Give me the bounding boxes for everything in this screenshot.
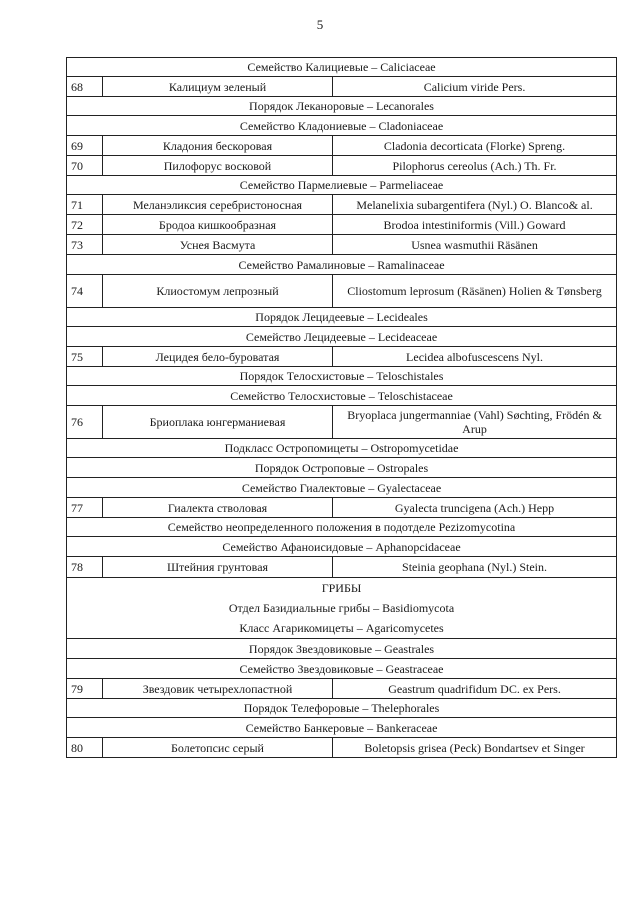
species-name-latin: Cliostomum leprosum (Räsänen) Holien & Tønsberg [333,275,617,308]
taxon-header: Семейство Звездовиковые – Geastraceae [67,659,617,679]
species-name-latin: Cladonia decorticata (Florke) Spreng. [333,136,617,156]
taxon-header-row [67,699,617,718]
taxon-header-row [67,367,617,386]
species-number: 79 [67,679,103,699]
species-name-latin: Usnea wasmuthii Räsänen [333,235,617,255]
species-row [67,498,617,518]
taxon-header: Семейство Телосхистовые – Teloschistaceae [67,386,617,406]
taxon-header: Порядок Звездовиковые – Geastrales [67,639,617,659]
species-number: 71 [67,195,103,215]
taxon-header: Семейство Банкеровые – Bankeraceae [67,718,617,738]
species-row [67,235,617,255]
taxon-header-row [67,439,617,458]
taxon-header: Семейство неопределенного положения в подотделе Pezizomycotina [67,518,617,537]
species-number: 77 [67,498,103,518]
taxon-header-row [67,518,617,537]
species-name-latin: Boletopsis grisea (Peck) Bondartsev et Singer [333,738,617,758]
species-name-latin: Steinia geophana (Nyl.) Stein. [333,557,617,578]
taxon-header-row [67,116,617,136]
species-row [67,156,617,176]
species-name-latin: Lecidea albofuscescens Nyl. [333,347,617,367]
taxon-header: Семейство Афаноисидовые – Aphanopcidaceae [67,537,617,557]
taxon-header-row [67,97,617,116]
species-row [67,738,617,758]
species-name-ru: Пилофорус восковой [103,156,333,176]
species-name-ru: Штейния грунтовая [103,557,333,578]
taxon-header-row [67,255,617,275]
species-name-latin: Geastrum quadrifidum DC. ex Pers. [333,679,617,699]
species-row [67,557,617,578]
species-number: 75 [67,347,103,367]
species-row [67,215,617,235]
species-row [67,77,617,97]
taxon-group-row [67,578,617,639]
taxon-group-line: ГРИБЫ [321,581,362,595]
species-name-latin: Calicium viride Pers. [333,77,617,97]
species-name-ru: Клиостомум лепрозный [103,275,333,308]
species-number: 74 [67,275,103,308]
taxon-header: Семейство Пармелиевые – Parmeliaceae [67,176,617,195]
species-name-ru: Лецидея бело-буроватая [103,347,333,367]
taxon-header-row [67,537,617,557]
page-number: 5 [316,17,324,32]
taxon-group-line: Класс Агарикомицеты – Agaricomycetes [239,621,444,635]
taxon-header: Семейство Рамалиновые – Ramalinaceae [67,255,617,275]
taxon-header: Порядок Остроповые – Ostropales [67,458,617,478]
species-name-latin: Gyalecta truncigena (Ach.) Hepp [333,498,617,518]
species-row [67,347,617,367]
taxon-header: Порядок Лецидеевые – Lecideales [67,308,617,327]
taxon-header-row [67,308,617,327]
species-row [67,195,617,215]
species-number: 76 [67,406,103,439]
taxon-header-row [67,58,617,77]
taxon-header-row [67,659,617,679]
taxon-header: Семейство Калициевые – Caliciaceae [67,58,617,77]
taxon-header: Семейство Гиалектовые – Gyalectaceae [67,478,617,498]
species-row [67,136,617,156]
taxon-header-row [67,718,617,738]
species-number: 68 [67,77,103,97]
species-name-ru: Кладония бескоровая [103,136,333,156]
species-table [66,57,617,758]
species-name-ru: Меланэликсия серебристоносная [103,195,333,215]
taxon-header-row [67,327,617,347]
taxon-header-row [67,458,617,478]
species-name-latin: Bryoplaca jungermanniae (Vahl) Søchting, Frödén & Arup [333,406,617,439]
species-number: 73 [67,235,103,255]
species-number: 78 [67,557,103,578]
species-name-latin: Brodoa intestiniformis (Vill.) Goward [333,215,617,235]
species-name-ru: Калициум зеленый [103,77,333,97]
species-name-ru: Гиалекта стволовая [103,498,333,518]
taxon-header: Семейство Кладониевые – Cladoniaceae [67,116,617,136]
species-number: 80 [67,738,103,758]
taxon-group-line: Отдел Базидиальные грибы – Basidiomycota [228,601,455,615]
species-name-latin: Melanelixia subargentifera (Nyl.) O. Blanco& al. [333,195,617,215]
species-row [67,679,617,699]
taxon-header: Семейство Лецидеевые – Lecideaceae [67,327,617,347]
species-number: 72 [67,215,103,235]
taxon-header: Порядок Телосхистовые – Teloschistales [67,367,617,386]
species-number: 70 [67,156,103,176]
taxon-header-row [67,639,617,659]
taxon-header-row [67,176,617,195]
species-name-ru: Уснея Васмута [103,235,333,255]
species-number: 69 [67,136,103,156]
species-name-ru: Болетопсис серый [103,738,333,758]
taxon-header: Подкласс Остропомицеты – Ostropomycetidae [67,439,617,458]
taxon-group [67,578,617,639]
species-name-ru: Бродоа кишкообразная [103,215,333,235]
species-name-ru: Звездовик четырехлопастной [103,679,333,699]
taxon-header-row [67,478,617,498]
species-name-ru: Бриоплака юнгерманиевая [103,406,333,439]
species-row [67,275,617,308]
species-name-latin: Pilophorus cereolus (Ach.) Th. Fr. [333,156,617,176]
species-row [67,406,617,439]
taxon-header: Порядок Телефоровые – Thelephorales [67,699,617,718]
taxon-header: Порядок Леканоровые – Lecanorales [67,97,617,116]
taxon-header-row [67,386,617,406]
species-table-body [67,58,617,758]
